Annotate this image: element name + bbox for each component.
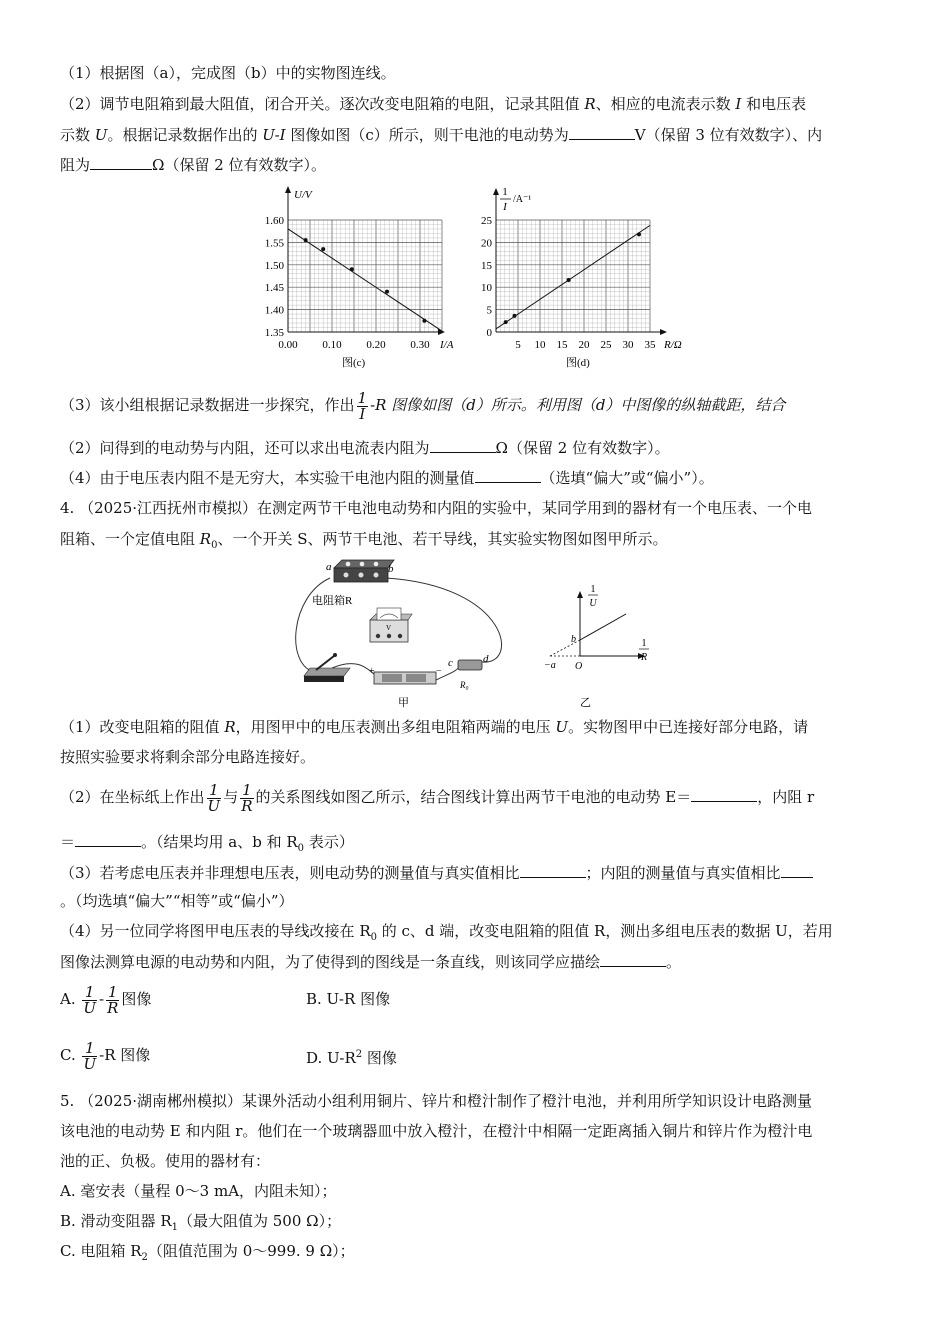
figure-jia-circuit xyxy=(290,556,520,708)
q4-part1-line1: （1）改变电阻箱的阻值 R，用图甲中的电压表测出多组电阻箱两端的电压 U。实物图甲中已连接好部分电路，请 xyxy=(60,718,809,736)
y-tick-label: 10 xyxy=(481,282,492,295)
y-tick-label: 20 xyxy=(481,237,492,250)
y-axis-label-numerator: 1 xyxy=(502,186,508,198)
terminal-d-label: d xyxy=(483,653,489,665)
r0-label: R₀ xyxy=(460,680,469,690)
x-tick-label: 10 xyxy=(534,339,546,351)
switch[interactable] xyxy=(304,676,344,682)
option-c[interactable]: C. $\frac{1}{U}$ -R 图像 xyxy=(60,1038,151,1073)
x-axis-arrow xyxy=(660,329,667,335)
y-tick-label: 1.50 xyxy=(264,259,284,272)
terminal-b-label: b xyxy=(388,563,394,575)
x-tick-label: 0.10 xyxy=(322,339,342,351)
option-a[interactable]: A. $\frac{1}{U}$ - $\frac{1}{R}$ 图像 xyxy=(60,982,152,1017)
q4-header-line2: 阻箱、一个定值电阻 $R_0$、一个开关 S、两节干电池、若干导线，其实验实物图如图甲所示。 xyxy=(60,530,668,551)
x-label-denominator: R xyxy=(640,652,648,663)
fixed-resistor-r0[interactable] xyxy=(458,660,482,670)
answer-blank-resistance-compare[interactable] xyxy=(781,861,813,878)
intercept-a-label: −a xyxy=(544,660,556,671)
x-label-numerator: 1 xyxy=(641,638,647,649)
q3-part4: （4）由于电压表内阻不是无穷大，本实验干电池内阻的测量值 （选填“偏大”或“偏小”）。 xyxy=(60,466,888,489)
y-label-denominator: U xyxy=(589,598,597,609)
x-tick-label: 30 xyxy=(622,339,634,351)
y-tick-label: 1.40 xyxy=(264,304,284,317)
figure-c-ui-graph xyxy=(250,184,460,370)
q3-part3-line1: （3）该小组根据记录数据进一步探究，作出 $\frac{1}{I}$ -R 图像如图（d）所示。利用图（d）中图像的纵轴截距，结合 xyxy=(60,388,786,423)
answer-blank-emf-e[interactable] xyxy=(691,785,757,802)
y-tick-label: 0 xyxy=(486,327,492,339)
answer-blank-resistance-r[interactable] xyxy=(75,830,141,847)
y-axis-label-denominator: I xyxy=(503,201,507,213)
q3-part2-line3: 阻为 Ω（保留 2 位有效数字）。 xyxy=(60,153,888,176)
y-axis-arrow xyxy=(285,186,291,193)
data-point xyxy=(504,320,508,324)
fit-line xyxy=(496,225,650,328)
x-tick-label: 0.30 xyxy=(410,339,430,351)
q5-line3: 池的正、负极。使用的器材有： xyxy=(60,1152,271,1170)
q4-part4-line2: 图像法测算电源的电动势和内阻，为了使得到的图线是一条直线，则该同学应描绘 。 xyxy=(60,950,888,973)
data-point xyxy=(385,290,389,294)
y-axis-label: U/V xyxy=(294,189,312,201)
fit-line xyxy=(288,229,442,331)
answer-blank-emf[interactable] xyxy=(569,123,635,140)
x-tick-label: 5 xyxy=(515,339,521,351)
y-tick-label: 15 xyxy=(481,259,492,272)
figure-c-caption: 图(c) xyxy=(342,357,366,369)
y-axis-unit: /A⁻¹ xyxy=(513,194,532,205)
data-point xyxy=(422,319,426,323)
battery-minus: − xyxy=(436,666,442,677)
x-tick-label: 25 xyxy=(600,339,612,351)
q4-part2-line2: ＝ 。（结果均用 a、b 和 $R_0$ 表示） xyxy=(60,830,888,860)
figure-d-inverse-i-r-graph xyxy=(470,184,700,370)
figure-yi-caption: 乙 xyxy=(580,697,591,709)
q3-part1: （1）根据图（a），完成图（b）中的实物图连线。 xyxy=(60,64,396,82)
data-point xyxy=(637,232,641,236)
x-axis-label: I/A xyxy=(440,339,454,351)
data-point xyxy=(567,278,571,282)
wire xyxy=(296,578,330,672)
voltmeter-symbol: V xyxy=(386,624,392,632)
terminal-c-label: c xyxy=(448,657,453,669)
y-tick-label: 5 xyxy=(486,304,492,317)
graph-line xyxy=(580,614,626,640)
q4-part1-line2: 按照实验要求将剩余部分电路连接好。 xyxy=(60,748,316,766)
option-d[interactable]: D. $U-R^2$ 图像 xyxy=(306,1049,397,1067)
x-tick-label: 35 xyxy=(644,339,656,351)
answer-blank-graph-choice[interactable] xyxy=(600,950,666,967)
q5-item-b: B. 滑动变阻器 $R_1$（最大阻值为 500 Ω）； xyxy=(60,1212,342,1233)
x-tick-label: 0.00 xyxy=(278,339,298,351)
y-tick-label: 1.60 xyxy=(264,215,284,227)
intercept-b-label: b xyxy=(571,634,576,645)
x-axis-arrow xyxy=(438,329,445,335)
q4-part2-line1: （2）在坐标纸上作出 $\frac{1}{U}$ 与 $\frac{1}{R}$ 的关系图线如图乙所示，结合图线计算出两节干电池的电动势 E＝ ，内阻 r xyxy=(60,780,815,815)
origin-label: O xyxy=(575,661,583,672)
answer-blank-emf-compare[interactable] xyxy=(520,861,586,878)
q5-line2: 该电池的电动势 E 和内阻 r。他们在一个玻璃器皿中放入橙汁，在橙汁中相隔一定距离插入铜片和锌片作为橙汁电 xyxy=(60,1122,813,1140)
x-tick-label: 0.20 xyxy=(366,339,386,351)
data-point xyxy=(321,247,325,251)
figure-d-caption: 图(d) xyxy=(566,357,590,369)
y-tick-label: 1.35 xyxy=(264,327,284,339)
y-axis-arrow xyxy=(493,188,499,195)
chart-grid xyxy=(496,220,650,332)
q5-item-c: C. 电阻箱 $R_2$（阻值范围为 0～999. 9 Ω）； xyxy=(60,1242,355,1263)
q4-part4-line1: （4）另一位同学将图甲电压表的导线改接在 $R_0$ 的 c、d 端，改变电阻箱的阻值 R，测出多组电压表的数据 U，若用 xyxy=(60,922,833,943)
q4-part3-line2: 。（均选填“偏大”“相等”或“偏小”） xyxy=(60,892,294,910)
data-point xyxy=(512,314,516,318)
battery-plus: + xyxy=(369,666,375,677)
data-point xyxy=(304,238,308,242)
x-axis-label: R/Ω xyxy=(664,339,682,351)
y-tick-label: 25 xyxy=(481,215,492,227)
figure-yi-graph xyxy=(540,582,660,710)
q4-header-line1: 4. （2025·江西抚州市模拟）在测定两节干电池电动势和内阻的实验中，某同学用到的器材有一个电压表、一个电 xyxy=(60,499,813,517)
q4-part3-line1: （3）若考虑电压表并非理想电压表，则电动势的测量值与真实值相比 ；内阻的测量值与真实值相比 xyxy=(60,861,888,884)
answer-blank-bias[interactable] xyxy=(475,466,541,483)
answer-blank-internal-resistance[interactable] xyxy=(90,153,152,170)
q5-item-a: A. 毫安表（量程 0～3 mA，内阻未知）； xyxy=(60,1182,337,1200)
x-tick-label: 15 xyxy=(556,339,568,351)
y-tick-label: 1.55 xyxy=(264,237,284,250)
q3-part3-line2: （2）问得到的电动势与内阻，还可以求出电流表内阻为 Ω（保留 2 位有效数字）。 xyxy=(60,436,888,459)
resistance-box-label: 电阻箱R xyxy=(312,595,353,607)
figure-jia-caption: 甲 xyxy=(398,697,409,708)
y-tick-label: 1.45 xyxy=(264,282,284,295)
answer-blank-ammeter-resistance[interactable] xyxy=(430,436,496,453)
option-b[interactable]: B. U-R 图像 xyxy=(306,990,391,1008)
q3-part2-line2: 示数 U。根据记录数据作出的 U-I 图像如图（c）所示，则干电池的电动势为 V（保留 3 位有效数字）、内 xyxy=(60,123,888,146)
q5-line1: 5. （2025·湖南郴州模拟）某课外活动小组利用铜片、锌片和橙汁制作了橙汁电池，并利用所学知识设计电路测量 xyxy=(60,1092,813,1110)
terminal-a-label: a xyxy=(326,561,332,573)
y-label-numerator: 1 xyxy=(590,584,596,595)
q3-part2-line1: （2）调节电阻箱到最大阻值，闭合开关。逐次改变电阻箱的电阻，记录其阻值 R、相应的电流表示数 I 和电压表 xyxy=(60,95,807,113)
x-tick-label: 20 xyxy=(578,339,590,351)
data-point xyxy=(350,267,354,271)
